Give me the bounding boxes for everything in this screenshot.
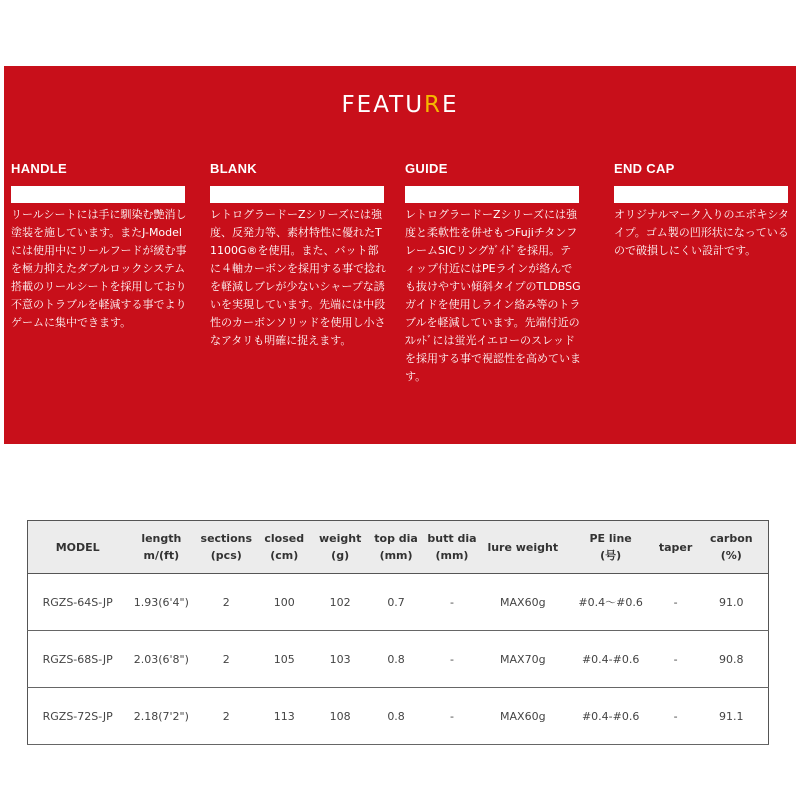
feature-bar <box>11 186 185 203</box>
cell-length: 1.93(6'4") <box>127 574 195 631</box>
cell-closed: 113 <box>257 688 311 745</box>
cell-carbon: 91.1 <box>695 688 769 745</box>
cell-length: 2.03(6'8") <box>127 631 195 688</box>
feature-heading-endcap: END CAP <box>614 161 675 176</box>
feature-text-guide: レトログラードーZシリーズには強度と柔軟性を併せもつFujiチタンフレームSICリングｶﾞｲﾄﾞを採用。ティップ付近にはPEラインが絡んでも抜けやすい傾斜タイプのTLDBSGガイドを使用しライン絡み等のトラブルを軽減しています。先端付近のｽﾚｯﾄﾞには蛍光イエローのスレッドを採用する事で視認性を高めています。 <box>405 208 581 383</box>
header-weight: weight (g) <box>311 521 369 574</box>
spec-table-header-row <box>28 521 769 574</box>
spec-table-wrapper <box>27 520 769 745</box>
cell-butt-dia: - <box>423 688 481 745</box>
cell-butt-dia: - <box>423 631 481 688</box>
header-pe-line: PE line (号) <box>565 521 657 574</box>
feature-heading-handle: HANDLE <box>11 161 67 176</box>
cell-butt-dia: - <box>423 574 481 631</box>
feature-bar <box>614 186 788 203</box>
feature-bar <box>210 186 384 203</box>
header-butt-dia: butt dia (mm) <box>423 521 481 574</box>
header-lure-weight: lure weight <box>481 521 565 574</box>
cell-sections: 2 <box>195 631 257 688</box>
feature-bar <box>405 186 579 203</box>
cell-lure-weight: MAX70g <box>481 631 565 688</box>
header-top-dia: top dia (mm) <box>369 521 423 574</box>
cell-closed: 105 <box>257 631 311 688</box>
table-row <box>28 631 769 688</box>
cell-closed: 100 <box>257 574 311 631</box>
header-length: length m/(ft) <box>127 521 195 574</box>
header-carbon: carbon (%) <box>695 521 769 574</box>
feature-text-blank: レトログラードーZシリーズには強度、反発力等、素材特性に優れたT1100G®を使用。また、バット部に４軸カーボンを採用する事で捻れを軽減しブレが少ないシャープな誘いを実現しています。先端には中段性のカーボンソリッドを使用し小さなアタリも明確に捉えます。 <box>210 208 386 347</box>
cell-carbon: 90.8 <box>695 631 769 688</box>
table-row <box>28 574 769 631</box>
table-row <box>28 688 769 745</box>
feature-column-handle <box>11 160 187 332</box>
feature-text-endcap: オリジナルマーク入りのエポキシタイプ。ゴム製の凹形状になっているので破損しにくい設計です。 <box>614 208 789 257</box>
header-taper: taper <box>657 521 695 574</box>
feature-heading-guide: GUIDE <box>405 161 448 176</box>
feature-column-blank <box>210 160 386 350</box>
cell-model: RGZS-64S-JP <box>28 574 128 631</box>
cell-top-dia: 0.8 <box>369 688 423 745</box>
feature-column-guide <box>405 160 581 386</box>
cell-sections: 2 <box>195 688 257 745</box>
cell-weight: 108 <box>311 688 369 745</box>
cell-top-dia: 0.7 <box>369 574 423 631</box>
feature-text-handle: リールシートには手に馴染む艶消し塗装を施しています。またJ-Modelには使用中にリールフードが緩む事を極力抑えたダブルロックシステム搭載のリールシートを採用しており不意のトラブルを軽減する事でよりゲームに集中できます。 <box>11 208 187 329</box>
cell-top-dia: 0.8 <box>369 631 423 688</box>
header-model: MODEL <box>28 521 128 574</box>
cell-weight: 102 <box>311 574 369 631</box>
cell-lure-weight: MAX60g <box>481 574 565 631</box>
header-sections: sections (pcs) <box>195 521 257 574</box>
cell-taper: - <box>657 574 695 631</box>
cell-pe-line: #0.4～#0.6 <box>565 574 657 631</box>
cell-sections: 2 <box>195 574 257 631</box>
header-closed: closed (cm) <box>257 521 311 574</box>
feature-heading-blank: BLANK <box>210 161 257 176</box>
spec-table <box>27 520 769 745</box>
cell-pe-line: #0.4-#0.6 <box>565 688 657 745</box>
cell-weight: 103 <box>311 631 369 688</box>
cell-pe-line: #0.4-#0.6 <box>565 631 657 688</box>
cell-taper: - <box>657 688 695 745</box>
cell-model: RGZS-72S-JP <box>28 688 128 745</box>
cell-lure-weight: MAX60g <box>481 688 565 745</box>
cell-taper: - <box>657 631 695 688</box>
cell-model: RGZS-68S-JP <box>28 631 128 688</box>
cell-carbon: 91.0 <box>695 574 769 631</box>
feature-title: FEATURE <box>341 92 459 118</box>
feature-column-endcap <box>614 160 790 260</box>
feature-title-accent: R <box>424 92 443 118</box>
cell-length: 2.18(7'2") <box>127 688 195 745</box>
